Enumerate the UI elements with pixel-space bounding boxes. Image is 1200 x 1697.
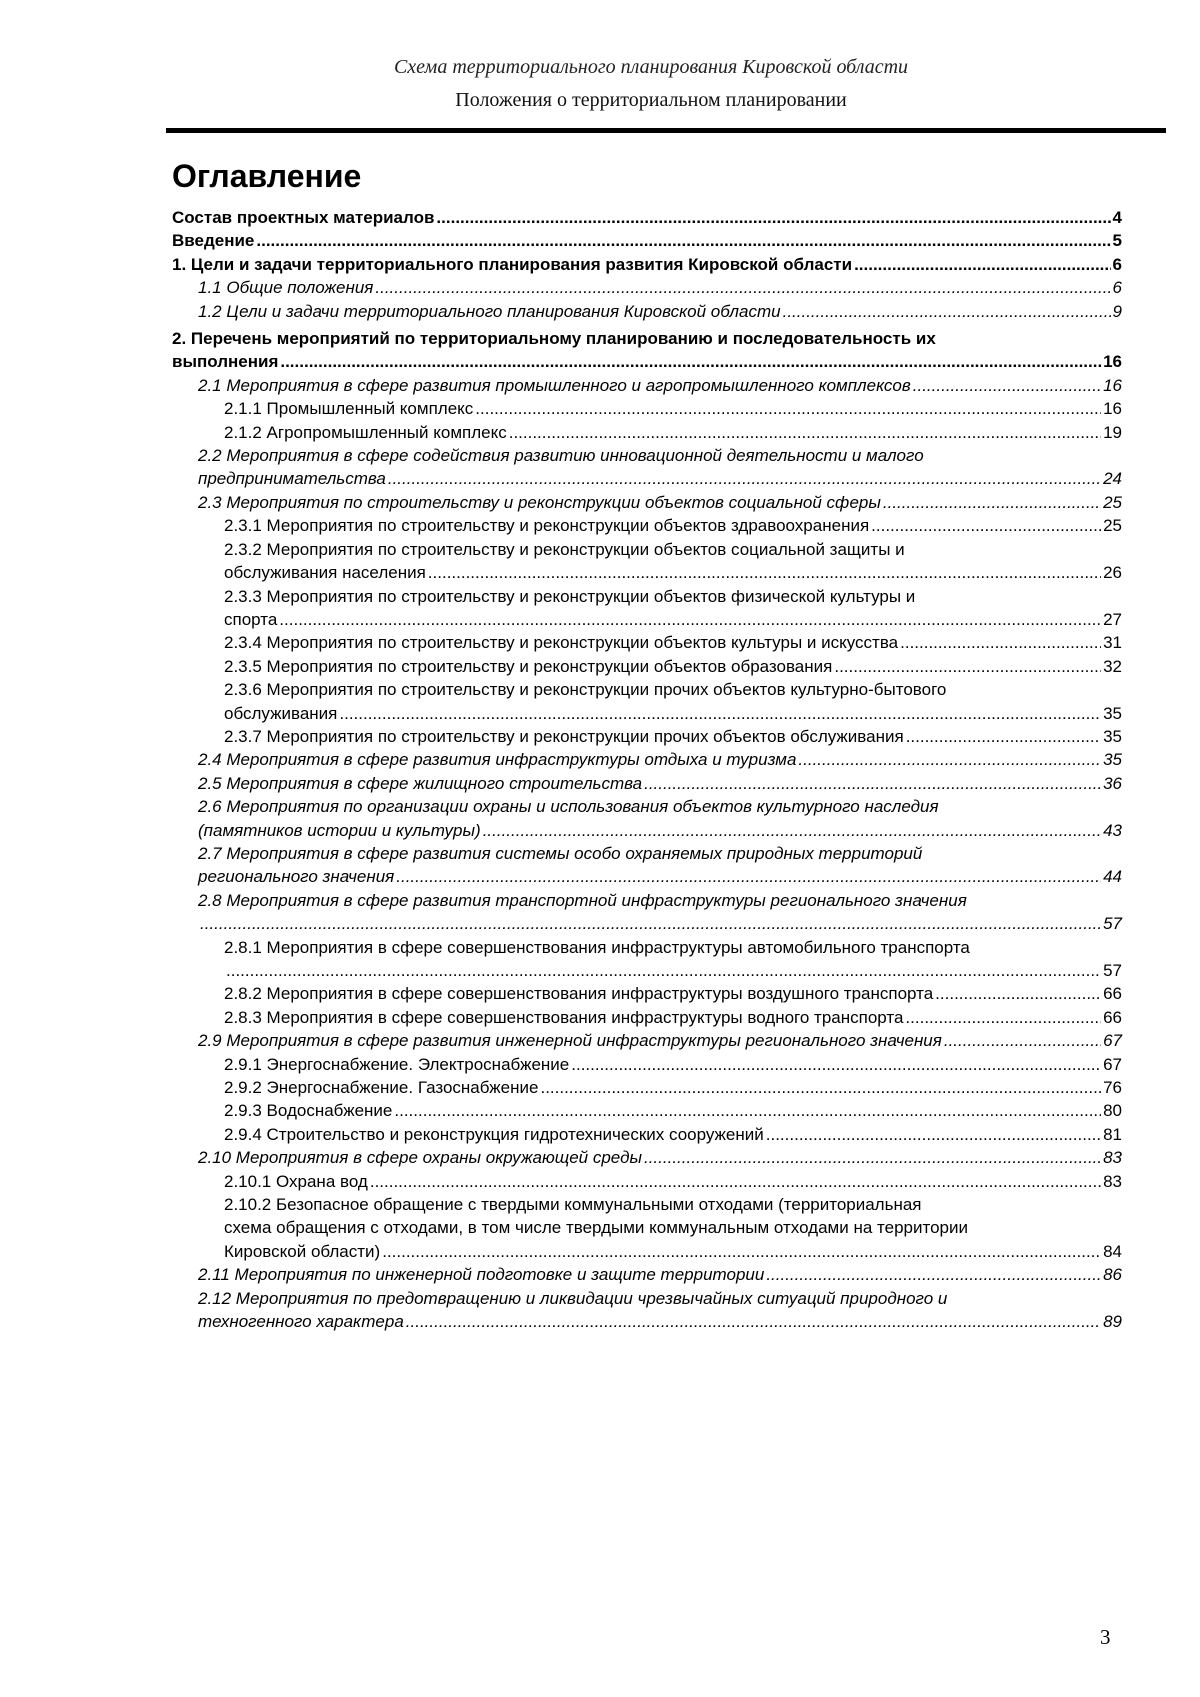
toc-entry-text: Введение: [172, 231, 255, 251]
dot-leader: [905, 1006, 1101, 1029]
toc-entry[interactable]: [172, 772, 1122, 795]
toc-page-number: 16: [1103, 375, 1122, 395]
toc-page-number: 32: [1103, 656, 1122, 676]
dot-leader: [200, 912, 1101, 935]
toc-entry[interactable]: [172, 514, 1122, 537]
dot-leader: [406, 1310, 1101, 1333]
toc-page-number: 84: [1103, 1241, 1122, 1261]
toc-entry[interactable]: [172, 300, 1122, 323]
toc-entry-text: 2.3.4 Мероприятия по строительству и реконструкции объектов культуры и искусства: [224, 633, 899, 653]
toc-entry-text: 2.3 Мероприятия по строительству и реконструкции объектов социальной сферы: [198, 492, 881, 512]
toc-page-number: 36: [1103, 773, 1122, 793]
running-header-subtitle: Положения о территориальном планировании: [455, 89, 847, 111]
toc-page-number: 83: [1103, 1148, 1122, 1168]
toc-entry[interactable]: [172, 1076, 1122, 1099]
toc-entry[interactable]: [172, 327, 1122, 374]
dot-leader: [913, 374, 1101, 397]
toc-entry[interactable]: [172, 397, 1122, 420]
toc-page-number: 9: [1112, 301, 1122, 321]
header-divider: [166, 128, 1166, 133]
toc-page-number: 86: [1103, 1265, 1122, 1285]
toc-entry[interactable]: [172, 982, 1122, 1005]
dot-leader: [256, 229, 1110, 252]
toc-entry-text: 2.10 Мероприятия в сфере охраны окружающей среды: [198, 1148, 642, 1168]
dot-leader: [935, 982, 1101, 1005]
toc-page-number: 16: [1103, 352, 1122, 372]
toc-entry[interactable]: [172, 206, 1122, 229]
dot-leader: [644, 1146, 1101, 1169]
toc-entry-text: 2.8.3 Мероприятия в сфере совершенствования инфраструктуры водного транспорта: [224, 1007, 904, 1027]
dot-leader: [900, 631, 1101, 654]
dot-leader: [396, 865, 1101, 888]
dot-leader: [871, 514, 1101, 537]
toc-page-number: 5: [1112, 231, 1122, 251]
toc-entry-text: 2.6 Мероприятия по организации охраны и использования объектов культурного наследия: [198, 797, 939, 817]
dot-leader: [226, 959, 1101, 982]
toc-entry[interactable]: [172, 1287, 1122, 1334]
toc-entry-text: техногенного характера: [198, 1312, 404, 1332]
toc-entry-text: 2.9.3 Водоснабжение: [224, 1101, 393, 1121]
dot-leader: [766, 1263, 1101, 1286]
table-of-contents: [172, 206, 1122, 1334]
toc-entry[interactable]: [172, 748, 1122, 771]
toc-page-number: 25: [1103, 492, 1122, 512]
toc-page-number: 66: [1103, 1007, 1122, 1027]
dot-leader: [798, 748, 1101, 771]
toc-page-number: 27: [1103, 609, 1122, 629]
toc-entry-text: Состав проектных материалов: [172, 208, 435, 227]
toc-entry-text: 2.5 Мероприятия в сфере жилищного строительства: [198, 773, 643, 793]
dot-leader: [834, 655, 1101, 678]
dot-leader: [428, 561, 1101, 584]
toc-page-number: 80: [1103, 1101, 1122, 1121]
toc-page-number: 24: [1103, 469, 1122, 489]
toc-page-number: 44: [1103, 867, 1122, 887]
toc-entry[interactable]: [172, 585, 1122, 632]
toc-entry[interactable]: [172, 631, 1122, 654]
toc-page-number: 6: [1112, 278, 1122, 298]
toc-entry-text: (памятников истории и культуры): [198, 820, 481, 840]
toc-entry[interactable]: [172, 421, 1122, 444]
toc-entry-text: 1.1 Общие положения: [198, 278, 374, 298]
toc-entry[interactable]: [172, 538, 1122, 585]
toc-entry-text: 2. Перечень мероприятий по территориальному планированию и последовательность их: [172, 329, 936, 349]
toc-entry-text: обслуживания: [224, 703, 338, 723]
toc-entry[interactable]: [172, 1170, 1122, 1193]
toc-entry[interactable]: [172, 1029, 1122, 1052]
dot-leader: [571, 1053, 1101, 1076]
toc-entry[interactable]: [172, 1123, 1122, 1146]
toc-entry-text: 2.12 Мероприятия по предотвращению и ликвидации чрезвычайных ситуаций природного и: [198, 1288, 948, 1308]
toc-page-number: 6: [1112, 254, 1122, 274]
dot-leader: [783, 300, 1111, 323]
toc-entry-text: 2.3.5 Мероприятия по строительству и реконструкции объектов образования: [224, 656, 833, 676]
toc-entry[interactable]: [172, 1053, 1122, 1076]
toc-page-number: 19: [1103, 422, 1122, 442]
toc-entry-text: Кировской области): [224, 1241, 381, 1261]
toc-entry-text: 2.2 Мероприятия в сфере содействия развитию инновационной деятельности и малого: [198, 446, 924, 466]
dot-leader: [509, 421, 1101, 444]
toc-entry-text: 2.9.4 Строительство и реконструкция гидротехнических сооружений: [224, 1124, 764, 1144]
toc-entry-text: 2.7 Мероприятия в сфере развития системы особо охраняемых природных территорий: [198, 843, 923, 863]
toc-entry-text: 2.8 Мероприятия в сфере развития транспортной инфраструктуры регионального значения: [198, 890, 967, 910]
toc-entry-text: 2.10.2 Безопасное обращение с твердыми коммунальными отходами (территориальная: [224, 1195, 922, 1215]
toc-entry-text: регионального значения: [198, 867, 395, 887]
toc-entry-text: 2.3.1 Мероприятия по строительству и реконструкции объектов здравоохранения: [224, 516, 870, 536]
dot-leader: [375, 276, 1110, 299]
toc-page-number: 26: [1103, 563, 1122, 583]
toc-entry[interactable]: [172, 795, 1122, 842]
toc-heading: Оглавление: [172, 158, 362, 194]
toc-entry-text: 2.4 Мероприятия в сфере развития инфраструктуры отдыха и туризма: [198, 750, 797, 770]
toc-entry-text: выполнения: [172, 352, 279, 372]
toc-entry-text: 2.9.1 Энергоснабжение. Электроснабжение: [224, 1054, 570, 1074]
toc-page-number: 31: [1103, 633, 1122, 653]
toc-page-number: 57: [1103, 961, 1122, 980]
dot-leader: [483, 819, 1101, 842]
toc-page-number: 89: [1103, 1312, 1122, 1332]
toc-entry[interactable]: [172, 678, 1122, 725]
toc-entry-text: 2.1.1 Промышленный комплекс: [224, 399, 474, 419]
toc-page-number: 76: [1103, 1078, 1122, 1098]
toc-entry[interactable]: [172, 889, 1122, 936]
toc-entry[interactable]: [172, 1146, 1122, 1169]
toc-page-number: 67: [1103, 1054, 1122, 1074]
dot-leader: [370, 1170, 1101, 1193]
toc-entry[interactable]: [172, 444, 1122, 491]
page-number: 3: [1100, 1625, 1111, 1649]
toc-entry-text: 1.2 Цели и задачи территориального планирования Кировской области: [198, 301, 781, 321]
dot-leader: [854, 253, 1110, 276]
toc-page-number: 66: [1103, 984, 1122, 1004]
dot-leader: [540, 1076, 1101, 1099]
toc-entry-text: 2.1 Мероприятия в сфере развития промышленного и агропромышленного комплексов: [198, 375, 911, 395]
toc-entry[interactable]: [172, 1099, 1122, 1122]
toc-entry-text: 2.8.1 Мероприятия в сфере совершенствования инфраструктуры автомобильного транспорта: [224, 937, 970, 957]
toc-entry[interactable]: [172, 842, 1122, 889]
toc-page-number: 4: [1112, 208, 1122, 227]
dot-leader: [280, 350, 1101, 373]
toc-entry-text: предпринимательства: [198, 469, 386, 489]
toc-entry-text: 2.10.1 Охрана вод: [224, 1171, 368, 1191]
dot-leader: [906, 725, 1101, 748]
toc-entry[interactable]: [172, 725, 1122, 748]
toc-page-number: 83: [1103, 1171, 1122, 1191]
dot-leader: [279, 608, 1101, 631]
toc-entry-text: спорта: [224, 609, 278, 629]
running-header-title: Схема территориального планирования Кировской области: [393, 56, 909, 78]
toc-page-number: 25: [1103, 516, 1122, 536]
toc-entry-text: 2.11 Мероприятия по инженерной подготовке и защите территории: [198, 1265, 765, 1285]
toc-entry[interactable]: [172, 253, 1122, 276]
dot-leader: [475, 397, 1101, 420]
toc-page-number: 57: [1103, 914, 1122, 934]
dot-leader: [388, 467, 1101, 490]
toc-entry-text: обслуживания населения: [224, 563, 426, 583]
dot-leader: [883, 491, 1101, 514]
toc-entry[interactable]: [172, 655, 1122, 678]
toc-entry[interactable]: [172, 229, 1122, 252]
toc-entry-text: 2.9.2 Энергоснабжение. Газоснабжение: [224, 1078, 539, 1098]
dot-leader: [644, 772, 1101, 795]
toc-entry-text: 2.8.2 Мероприятия в сфере совершенствования инфраструктуры воздушного транспорта: [224, 984, 934, 1004]
toc-entry-text: 2.3.2 Мероприятия по строительству и реконструкции объектов социальной защиты и: [224, 539, 905, 559]
toc-page-number: 43: [1103, 820, 1122, 840]
toc-entry-text: 2.3.7 Мероприятия по строительству и реконструкции прочих объектов обслуживания: [224, 726, 904, 746]
dot-leader: [382, 1240, 1101, 1263]
dot-leader: [339, 702, 1101, 725]
toc-page-number: 35: [1103, 703, 1122, 723]
toc-entry[interactable]: [172, 491, 1122, 514]
toc-page-number: 35: [1103, 726, 1122, 746]
toc-entry[interactable]: [172, 1263, 1122, 1286]
toc-page-number: 35: [1103, 750, 1122, 770]
toc-page-number: 81: [1103, 1124, 1122, 1144]
dot-leader: [436, 206, 1110, 229]
toc-entry[interactable]: [172, 276, 1122, 299]
toc-entry[interactable]: [172, 936, 1122, 983]
toc-entry[interactable]: [172, 1193, 1122, 1263]
toc-page-number: 67: [1103, 1031, 1122, 1051]
toc-page-number: 16: [1103, 399, 1122, 419]
toc-entry-text: 1. Цели и задачи территориального планирования развития Кировской области: [172, 254, 853, 274]
toc-entry-text: 2.3.6 Мероприятия по строительству и реконструкции прочих объектов культурно-бытового: [224, 680, 947, 700]
toc-entry[interactable]: [172, 374, 1122, 397]
toc-entry-text: 2.3.3 Мероприятия по строительству и реконструкции объектов физической культуры и: [224, 586, 916, 606]
toc-entry[interactable]: [172, 1006, 1122, 1029]
toc-entry-text: схема обращения с отходами, в том числе твердыми коммунальным отходами на территории: [224, 1218, 968, 1238]
dot-leader: [944, 1029, 1101, 1052]
dot-leader: [394, 1099, 1101, 1122]
dot-leader: [766, 1123, 1101, 1146]
toc-entry-text: 2.9 Мероприятия в сфере развития инженерной инфраструктуры регионального значения: [198, 1031, 942, 1051]
toc-entry-text: 2.1.2 Агропромышленный комплекс: [224, 422, 507, 442]
